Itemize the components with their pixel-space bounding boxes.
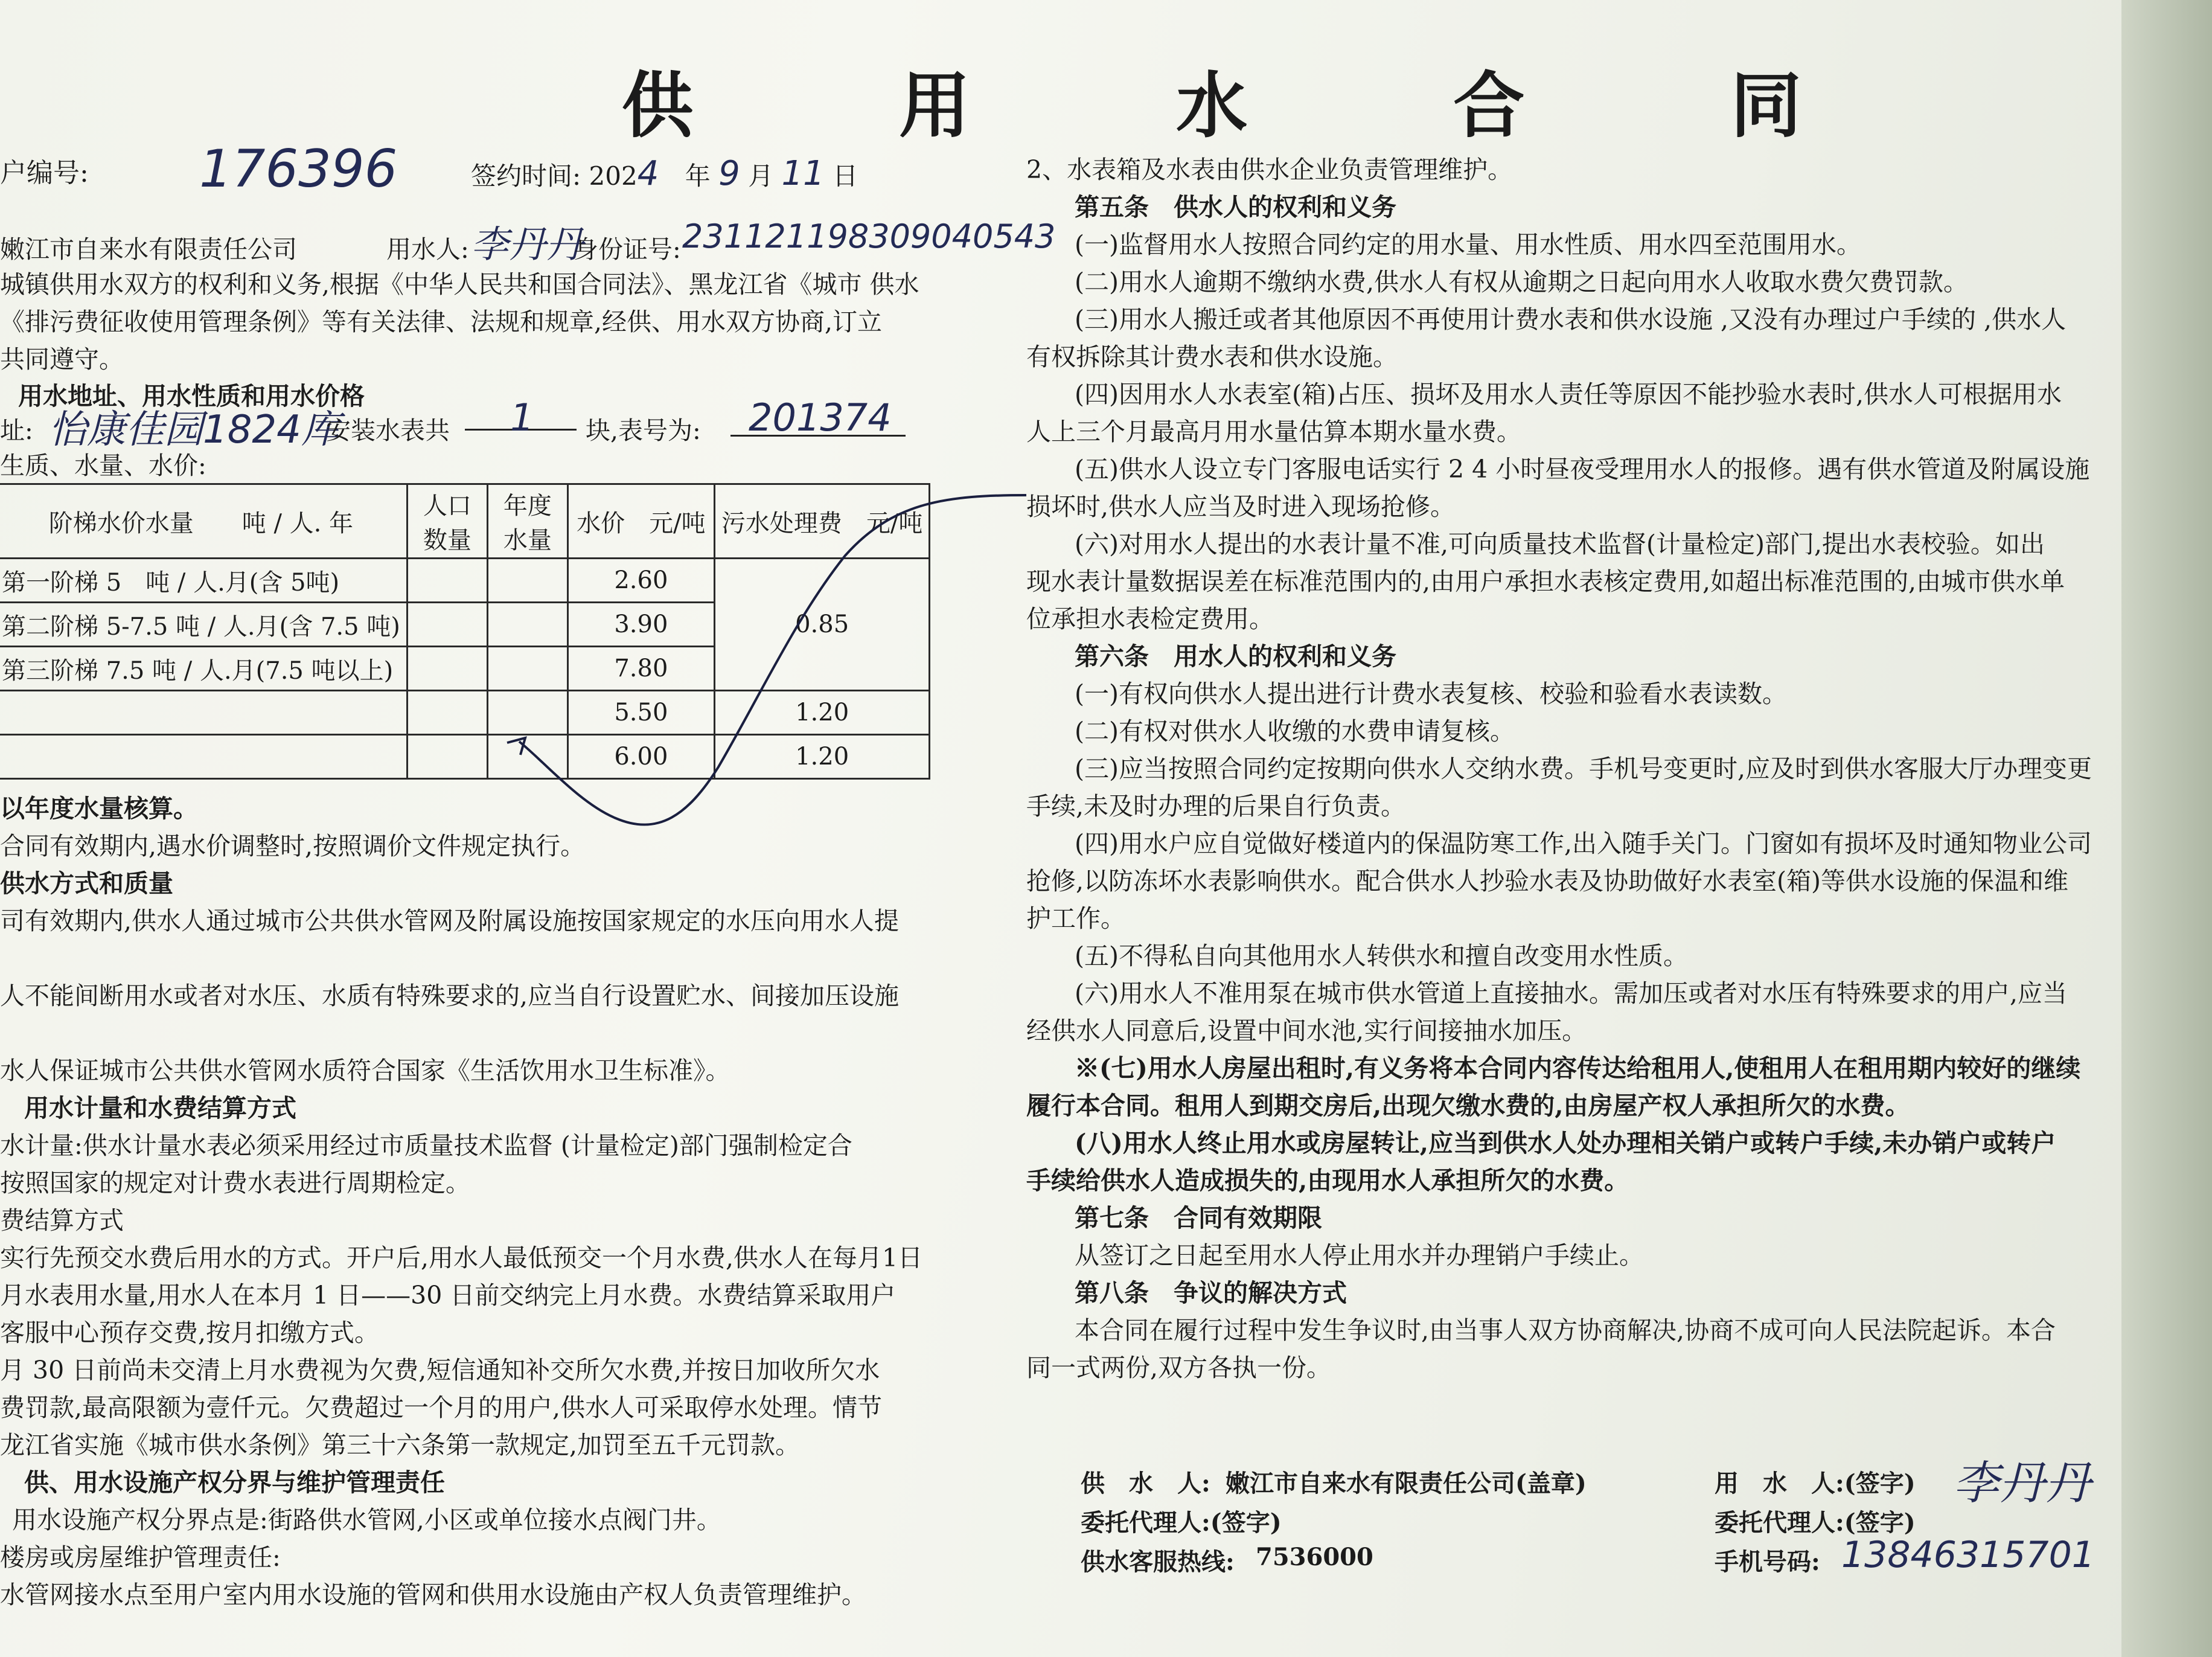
supplier-agent-label: 委托代理人:(签字) <box>1081 1508 1282 1537</box>
meter-no: 201374 <box>749 396 892 440</box>
clause-line: 同一式两份,双方各执一份。 <box>1026 1353 1332 1382</box>
clause-line: 现水表计量数据误差在标准范围内的,由用户承担水表核定费用,如超出标准范围的,由城市供水单 <box>1026 567 2065 596</box>
hotline-value: 7536000 <box>1256 1543 1373 1571</box>
phone-label: 手机号码: <box>1715 1548 1820 1576</box>
clause-line: 月水表用水量,用水人在本月 1 日——30 日前交纳完上月水费。水费结算采取用户 <box>0 1281 896 1310</box>
price-cell: 3.90 <box>567 603 714 647</box>
clause-heading: 第五条 供水人的权利和义务 <box>1075 193 1396 222</box>
user-name: 李丹丹 <box>471 222 584 266</box>
clause-line: (一)监督用水人按照合同约定的用水量、用水性质、用水四至范围用水。 <box>1075 230 1861 259</box>
clause-line: (四)因用水人水表室(箱)占压、损坏及用水人责任等原因不能抄验水表时,供水人可根据用水 <box>1075 380 2062 409</box>
clause-line: 水计量:供水计量水表必须采用经过市质量技术监督 (计量检定)部门强制检定合 <box>0 1131 852 1160</box>
header-population: 人口数量 <box>407 484 487 559</box>
sign-month: 9 <box>718 154 740 193</box>
address-label: 址: <box>0 416 33 445</box>
clause-line: 抢修,以防冻坏水表影响供水。配合供水人抄验水表及协助做好水表室(箱)等供水设施的保温和维 <box>1026 867 2069 896</box>
clause-line: (二)用水人逾期不缴纳水费,供水人有权从逾期之日起向用水人收取水费欠费罚款。 <box>1075 268 1969 296</box>
intro-line: 共同遵守。 <box>0 345 124 374</box>
sewage-cell: 1.20 <box>714 735 929 779</box>
user-signature: 李丹丹 <box>1953 1456 2091 1510</box>
sign-day-unit: 日 <box>833 161 858 191</box>
clause-line: (四)用水户应自觉做好楼道内的保温防寒工作,出入随手关门。门窗如有损坏及时通知物业公司 <box>1075 829 2092 858</box>
nature-line: 生质、水量、水价: <box>0 451 206 480</box>
tier-cell: 第三阶梯 7.5 吨 / 人.月(7.5 吨以上) <box>0 647 407 691</box>
supplier-sign-value: 嫩江市自来水有限责任公司(盖章) <box>1226 1469 1587 1498</box>
clause-line: 用水设施产权分界点是:街路供水管网,小区或单位接水点阀门井。 <box>12 1505 721 1534</box>
clause-heading: ※(七)用水人房屋出租时,有义务将本合同内容传达给租用人,使租用人在租用期内较好的继续 <box>1075 1054 2081 1083</box>
section-title: 用水地址、用水性质和用水价格 <box>18 382 365 411</box>
clause-line: 从签订之日起至用水人停止用水并办理销户手续止。 <box>1075 1241 1644 1270</box>
clause-line: 客服中心预存交费,按月扣缴方式。 <box>0 1318 380 1347</box>
clause-line: 司有效期内,供水人通过城市公共供水管网及附属设施按国家规定的水压向用水人提 <box>0 906 900 935</box>
clause-heading: 用水计量和水费结算方式 <box>24 1094 296 1123</box>
clause-line: 位承担水表检定费用。 <box>1026 604 1274 633</box>
hotline-label: 供水客服热线: <box>1081 1548 1235 1576</box>
clause-line: 2、水表箱及水表由供水企业负责管理维护。 <box>1026 155 1513 184</box>
sign-year-printed: 202 <box>589 161 638 191</box>
sign-year-hand: 4 <box>637 154 659 193</box>
clause-heading: 手续给供水人造成损失的,由现用水人承担所欠的水费。 <box>1026 1166 1629 1195</box>
clause-line: (三)用水人搬迁或者其他原因不再使用计费水表和供水设施 ,又没有办理过户手续的 ,供水人 <box>1075 305 2067 334</box>
curve-arrow <box>507 738 525 755</box>
clause-line: (二)有权对供水人收缴的水费申请复核。 <box>1075 717 1515 746</box>
tier-cell: 第二阶梯 5-7.5 吨 / 人.月(含 7.5 吨) <box>0 603 407 647</box>
clause-heading: (八)用水人终止用水或房屋转让,应当到供水人处办理相关销户或转户手续,未办销户或转户 <box>1075 1129 2056 1158</box>
clause-line: 损坏时,供水人应当及时进入现场抢修。 <box>1026 492 1456 521</box>
header-tier: 阶梯水价水量 吨 / 人. 年 <box>0 484 407 559</box>
user-agent-label: 委托代理人:(签字) <box>1715 1508 1916 1537</box>
meter-count: 1 <box>510 396 534 440</box>
clause-line: 费结算方式 <box>0 1206 124 1235</box>
clause-heading: 第八条 争议的解决方式 <box>1075 1278 1347 1307</box>
phone-value: 13846315701 <box>1841 1534 2095 1576</box>
header-sewage: 污水处理费 元/吨 <box>714 484 929 559</box>
clause-heading: 履行本合同。租用人到期交房后,出现欠缴水费的,由房屋产权人承担所欠的水费。 <box>1026 1091 1910 1120</box>
clause-heading: 第六条 用水人的权利和义务 <box>1075 642 1396 671</box>
clause-line: 护工作。 <box>1026 904 1125 933</box>
clause-line: (五)供水人设立专门客服电话实行 2 4 小时昼夜受理用水人的报修。遇有供水管道及附属设施 <box>1075 455 2090 484</box>
supplier-sign-label: 供 水 人: <box>1081 1469 1210 1498</box>
clause-line: 实行先预交水费后用水的方式。开户后,用水人最低预交一个月水费,供水人在每月1日 <box>0 1243 923 1272</box>
clause-line: (一)有权向供水人提出进行计费水表复核、校验和验看水表读数。 <box>1075 679 1787 708</box>
sign-time-label: 签约时间: <box>471 161 581 191</box>
price-cell: 7.80 <box>567 647 714 691</box>
price-cell: 6.00 <box>567 735 714 779</box>
id-label: 身份证号: <box>574 235 681 264</box>
clause-line: (六)用水人不准用泵在城市供水管道上直接抽水。需加压或者对水压有特殊要求的用户,应当 <box>1075 979 2068 1008</box>
clause-heading: 供、用水设施产权分界与维护管理责任 <box>24 1468 445 1497</box>
sign-day: 11 <box>781 154 825 193</box>
clause-heading: 以年度水量核算。 <box>0 794 198 823</box>
address-value: 怡康佳园1824库 <box>48 408 340 452</box>
sign-month-unit: 月 <box>748 161 774 191</box>
supplier-name: 嫩江市自来水有限责任公司 <box>0 235 297 264</box>
sewage-cell: 1.20 <box>714 691 929 735</box>
clause-line: 楼房或房屋维护管理责任: <box>0 1543 281 1572</box>
id-value: 231121198309040543 <box>682 217 1056 255</box>
contract-title: 供 用 水 合 同 <box>622 63 1893 147</box>
user-no-label: 户编号: <box>0 158 89 188</box>
clause-line: (六)对用水人提出的水表计量不准,可向质量技术监督(计量检定)部门,提出水表校验。如出 <box>1075 530 2045 559</box>
clause-line: 有权拆除其计费水表和供水设施。 <box>1026 342 1398 371</box>
tier-cell: 第一阶梯 5 吨 / 人.月(含 5吨) <box>0 559 407 603</box>
header-annual-volume: 年度水量 <box>487 484 567 559</box>
clause-line: 手续,未及时办理的后果自行负责。 <box>1026 792 1406 821</box>
clause-line: 按照国家的规定对计费水表进行周期检定。 <box>0 1168 470 1197</box>
clause-line: 费罚款,最高限额为壹仟元。欠费超过一个月的用户,供水人可采取停水处理。情节 <box>0 1393 883 1422</box>
meter-label: 安装水表共 <box>326 416 450 445</box>
clause-line: 本合同在履行过程中发生争议时,由当事人双方协商解决,协商不成可向人民法院起诉。本合 <box>1075 1316 2056 1345</box>
clause-heading: 第七条 合同有效期限 <box>1075 1203 1322 1232</box>
clause-line: 龙江省实施《城市供水条例》第三十六条第一款规定,加罚至五千元罚款。 <box>0 1431 801 1460</box>
clause-line: 经供水人同意后,设置中间水池,实行间接抽水加压。 <box>1026 1016 1587 1045</box>
meter-unit: 块,表号为: <box>586 416 701 445</box>
clause-line: 水管网接水点至用户室内用水设施的管网和供用水设施由产权人负责管理维护。 <box>0 1580 866 1609</box>
price-cell: 2.60 <box>567 559 714 603</box>
price-cell: 5.50 <box>567 691 714 735</box>
clause-heading: 供水方式和质量 <box>0 869 173 898</box>
clause-line: 合同有效期内,遇水价调整时,按照调价文件规定执行。 <box>0 832 586 861</box>
clause-line: 人不能间断用水或者对水压、水质有特殊要求的,应当自行设置贮水、间接加压设施 <box>0 981 900 1010</box>
user-sign-label: 用 水 人:(签字) <box>1715 1469 1916 1498</box>
user-no-value: 176396 <box>199 139 398 199</box>
clause-line: (三)应当按照合同约定按期向供水人交纳水费。手机号变更时,应及时到供水客服大厅办理变更 <box>1075 754 2092 783</box>
user-label: 用水人: <box>386 235 469 264</box>
intro-line: 《排污费征收使用管理条例》等有关法律、法规和规章,经供、用水双方协商,订立 <box>0 307 883 336</box>
sign-year-unit: 年 <box>685 161 711 191</box>
header-price: 水价 元/吨 <box>567 484 714 559</box>
curve-stroke <box>519 495 1026 825</box>
clause-line: (五)不得私自向其他用水人转供水和擅自改变用水性质。 <box>1075 941 1688 970</box>
clause-line: 水人保证城市公共供水管网水质符合国家《生活饮用水卫生标准》。 <box>0 1056 730 1085</box>
clause-line: 人上三个月最高月用水量估算本期水量水费。 <box>1026 417 1521 446</box>
intro-line: 城镇供用水双方的权利和义务,根据《中华人民共和国合同法》、黑龙江省《城市 供水 <box>0 270 919 299</box>
sewage-cell: 0.85 <box>714 559 929 691</box>
clause-line: 月 30 日前尚未交清上月水费视为欠费,短信通知补交所欠水费,并按日加收所欠水 <box>0 1356 880 1385</box>
